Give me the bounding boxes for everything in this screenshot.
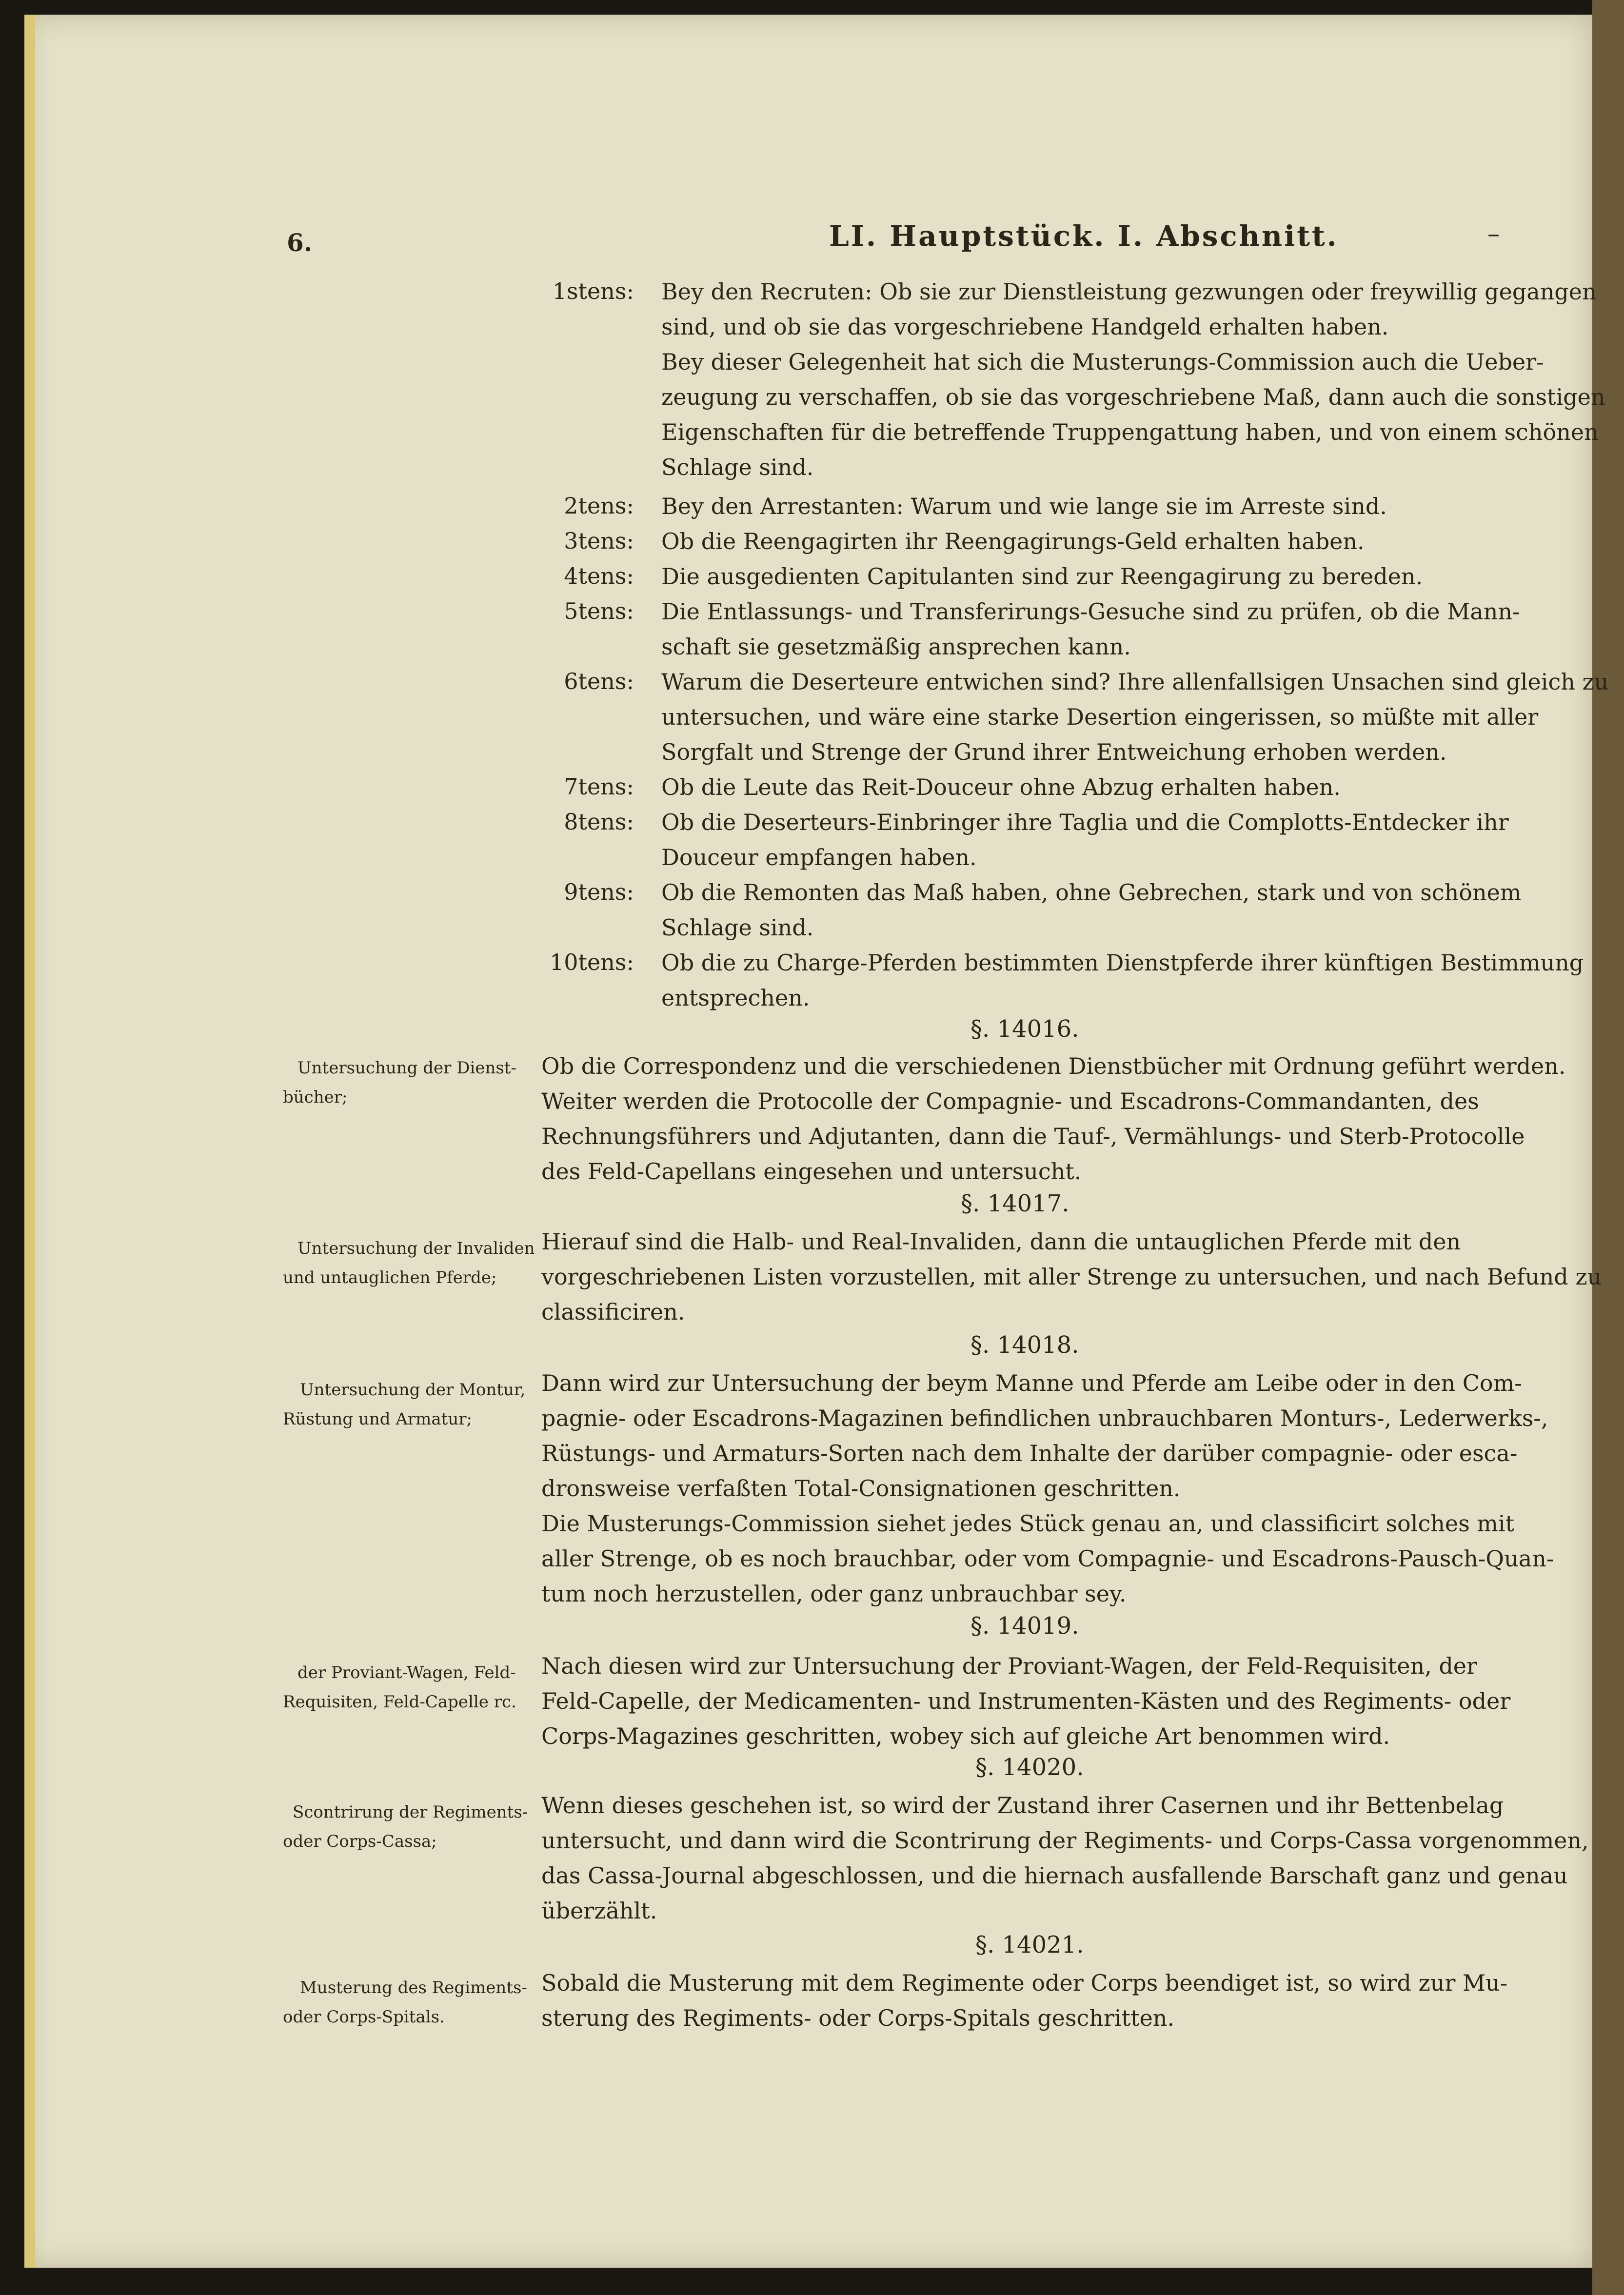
section-14017-line-3: classificiren. (541, 1299, 685, 1325)
section-14016-line-1: Ob die Correspondenz und die verschiedenen Dienstbücher mit Ordnung geführt werden. (541, 1053, 1566, 1079)
section-14018-line-5: Die Musterungs-Commission siehet jedes Stück genau an, und classificirt solches mit (541, 1510, 1515, 1537)
item-label-9: 9tens: (564, 879, 634, 905)
margin-note-14018-line-1: Untersuchung der Montur, (300, 1380, 526, 1400)
section-14018-line-1: Dann wird zur Untersuchung der beym Manne und Pferde am Leibe oder in den Com- (541, 1370, 1522, 1396)
item-1-line-2: sind, und ob sie das vorgeschriebene Handgeld erhalten haben. (661, 314, 1389, 340)
item-label-2: 2tens: (564, 493, 634, 519)
binding-spine (24, 15, 35, 2268)
item-6-line-3: Sorgfalt und Strenge der Grund ihrer Entweichung erhoben werden. (661, 739, 1447, 765)
section-14018-line-6: aller Strenge, ob es noch brauchbar, oder vom Compagnie- und Escadrons-Pausch-Quan- (541, 1545, 1554, 1572)
section-14020-line-1: Wenn dieses geschehen ist, so wird der Zustand ihrer Casernen und ihr Bettenbelag (541, 1792, 1504, 1819)
item-9-line-1: Ob die Remonten das Maß haben, ohne Gebrechen, stark und von schönem (661, 879, 1522, 906)
item-label-6: 6tens: (564, 668, 634, 694)
item-2-line-1: Bey den Arrestanten: Warum und wie lange sie im Arreste sind. (661, 493, 1387, 519)
margin-note-14018-line-2: Rüstung und Armatur; (283, 1409, 472, 1429)
item-1-line-4: zeugung zu verschaffen, ob sie das vorgeschriebene Maß, dann auch die sonstigen (661, 384, 1605, 410)
margin-note-14019-line-1: der Proviant-Wagen, Feld- (297, 1663, 516, 1682)
item-5-line-1: Die Entlassungs- und Transferirungs-Gesuche sind zu prüfen, ob die Mann- (661, 598, 1520, 625)
item-1-line-6: Schlage sind. (661, 454, 814, 480)
item-label-3: 3tens: (564, 528, 634, 554)
item-6-line-1: Warum die Deserteure entwichen sind? Ihre allenfallsigen Unsachen sind gleich zu (661, 669, 1609, 695)
section-14016-line-4: des Feld-Capellans eingesehen und untersucht. (541, 1158, 1082, 1185)
item-8-line-2: Douceur empfangen haben. (661, 844, 977, 871)
page-edge-shadow (1592, 0, 1624, 2295)
item-7-line-1: Ob die Leute das Reit-Douceur ohne Abzug erhalten haben. (661, 774, 1341, 800)
margin-note-14016-line-1: Untersuchung der Dienst- (297, 1058, 516, 1078)
section-14020-line-2: untersucht, und dann wird die Scontrirung der Regiments- und Corps-Cassa vorgenommen, (541, 1827, 1589, 1854)
paragraph-sign-14021: §. 14021. (975, 1931, 1084, 1959)
item-5-line-2: schaft sie gesetzmäßig ansprechen kann. (661, 633, 1131, 660)
section-14021-line-1: Sobald die Musterung mit dem Regimente oder Corps beendiget ist, so wird zur Mu- (541, 1970, 1508, 1996)
section-14019-line-2: Feld-Capelle, der Medicamenten- und Instrumenten-Kästen und des Regiments- oder (541, 1688, 1511, 1714)
item-10-line-1: Ob die zu Charge-Pferden bestimmten Dienstpferde ihrer künftigen Bestimmung (661, 950, 1584, 976)
item-3-line-1: Ob die Reengagirten ihr Reengagirungs-Geld erhalten haben. (661, 528, 1365, 554)
section-14020-line-4: überzählt. (541, 1898, 657, 1924)
item-label-10: 10tens: (550, 949, 634, 975)
margin-note-14020-line-1: Scontrirung der Regiments- (293, 1802, 528, 1822)
section-14021-line-2: sterung des Regiments- oder Corps-Spitals geschritten. (541, 2005, 1175, 2031)
margin-note-14019-line-2: Requisiten, Feld-Capelle rc. (283, 1692, 516, 1712)
paragraph-sign-14016: §. 14016. (970, 1015, 1079, 1043)
item-8-line-1: Ob die Deserteurs-Einbringer ihre Taglia und die Complotts-Entdecker ihr (661, 809, 1509, 835)
section-14017-line-1: Hierauf sind die Halb- und Real-Invaliden, dann die untauglichen Pferde mit den (541, 1228, 1461, 1255)
margin-note-14016-line-2: bücher; (283, 1088, 348, 1107)
margin-note-14020-line-2: oder Corps-Cassa; (283, 1832, 437, 1851)
paragraph-sign-14017: §. 14017. (961, 1190, 1069, 1217)
section-14018-line-2: pagnie- oder Escadrons-Magazinen befindlichen unbrauchbaren Monturs-, Lederwerks-, (541, 1405, 1548, 1431)
item-4-line-1: Die ausgedienten Capitulanten sind zur Reengagirung zu bereden. (661, 563, 1423, 590)
section-14019-line-1: Nach diesen wird zur Untersuchung der Proviant-Wagen, der Feld-Requisiten, der (541, 1653, 1478, 1679)
running-head: LI. Hauptstück. I. Abschnitt. (829, 219, 1339, 253)
section-14020-line-3: das Cassa-Journal abgeschlossen, und die hiernach ausfallende Barschaft ganz und genau (541, 1862, 1568, 1889)
section-14017-line-2: vorgeschriebenen Listen vorzustellen, mit aller Strenge zu untersuchen, und nach Befund zu (541, 1264, 1602, 1290)
item-1-line-1: Bey den Recruten: Ob sie zur Dienstleistung gezwungen oder freywillig gegangen (661, 278, 1597, 305)
item-6-line-2: untersuchen, und wäre eine starke Desertion eingerissen, so müßte mit aller (661, 704, 1539, 730)
section-14018-line-4: dronsweise verfaßten Total-Consignationen geschritten. (541, 1475, 1181, 1502)
item-label-8: 8tens: (564, 809, 634, 835)
paragraph-sign-14020: §. 14020. (975, 1754, 1084, 1781)
item-1-line-3: Bey dieser Gelegenheit hat sich die Musterungs-Commission auch die Ueber- (661, 349, 1544, 375)
margin-note-14017-line-2: und untauglichen Pferde; (283, 1268, 497, 1287)
section-14016-line-3: Rechnungsführers und Adjutanten, dann die Tauf-, Vermählungs- und Sterb-Protocolle (541, 1123, 1525, 1149)
item-label-1: 1stens: (552, 278, 634, 304)
item-9-line-2: Schlage sind. (661, 914, 814, 941)
page-number: 6. (287, 228, 313, 257)
section-14016-line-2: Weiter werden die Protocolle der Compagnie- und Escadrons-Commandanten, des (541, 1088, 1479, 1114)
item-1-line-5: Eigenschaften für die betreffende Truppengattung haben, und von einem schönen (661, 419, 1599, 445)
item-label-4: 4tens: (564, 563, 634, 589)
item-label-7: 7tens: (564, 773, 634, 800)
margin-note-14017-line-1: Untersuchung der Invaliden (297, 1239, 535, 1258)
section-14019-line-3: Corps-Magazines geschritten, wobey sich auf gleiche Art benommen wird. (541, 1723, 1390, 1749)
paragraph-sign-14018: §. 14018. (970, 1331, 1079, 1359)
item-label-5: 5tens: (564, 598, 634, 624)
section-14018-line-7: tum noch herzustellen, oder ganz unbrauchbar sey. (541, 1581, 1127, 1607)
margin-note-14021-line-1: Musterung des Regiments- (300, 1978, 527, 1998)
running-head-dash: – (1487, 219, 1500, 248)
paragraph-sign-14019: §. 14019. (970, 1612, 1079, 1640)
item-10-line-2: entsprechen. (661, 985, 810, 1011)
section-14018-line-3: Rüstungs- und Armaturs-Sorten nach dem Inhalte der darüber compagnie- oder esca- (541, 1440, 1518, 1466)
margin-note-14021-line-2: oder Corps-Spitals. (283, 2007, 445, 2027)
